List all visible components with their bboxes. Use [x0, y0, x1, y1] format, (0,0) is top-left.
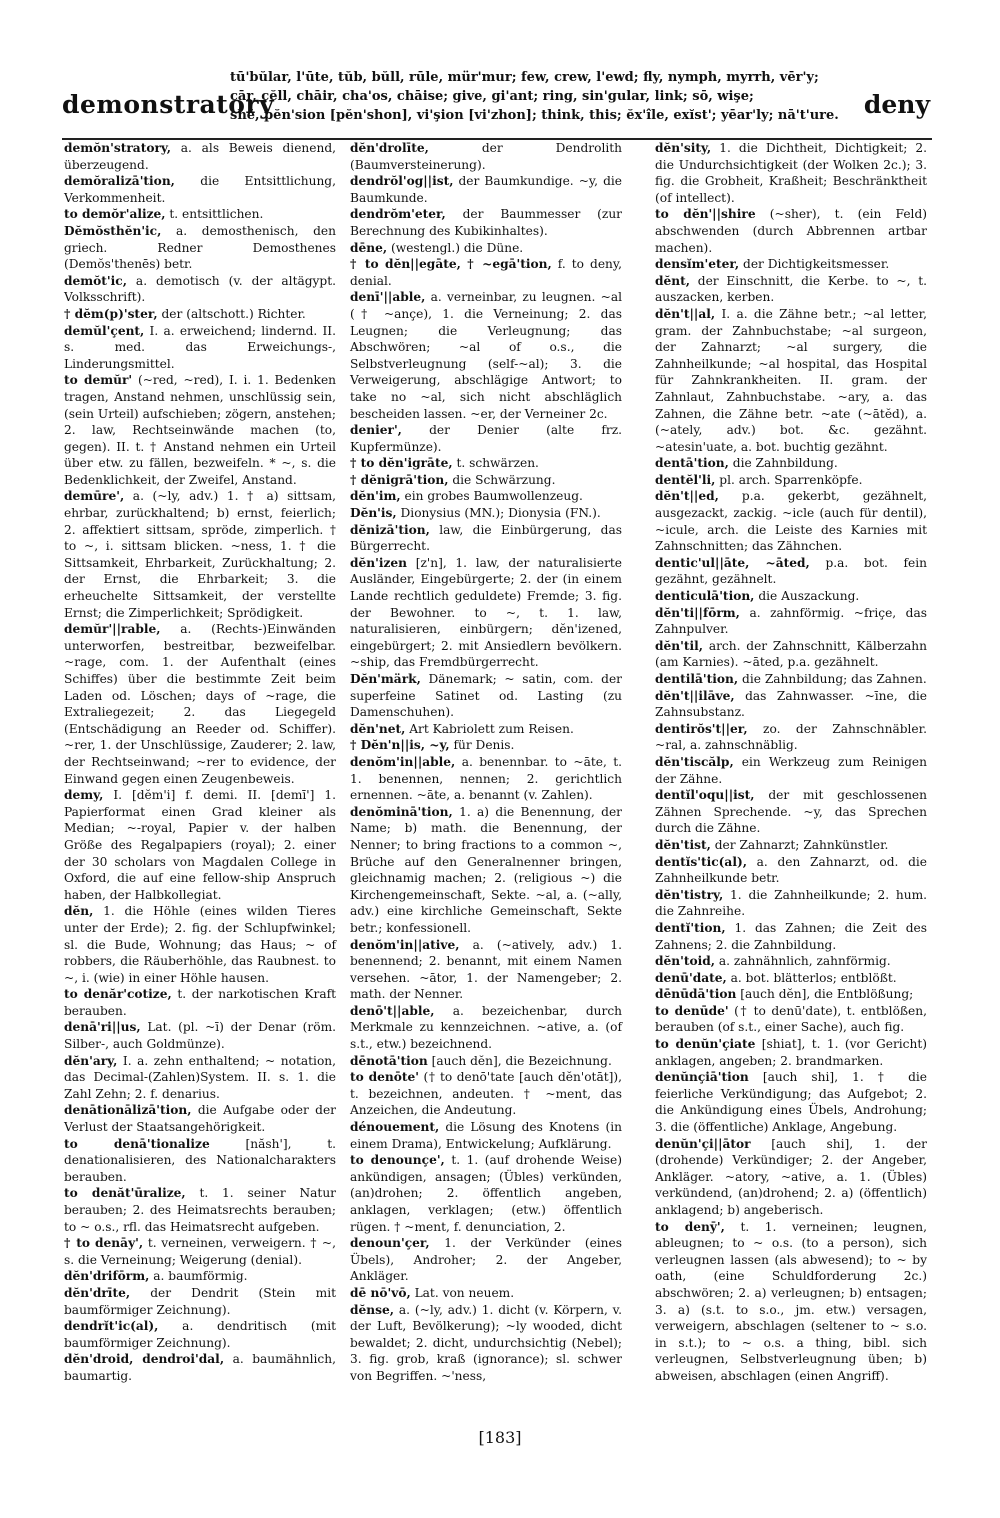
- entry-definition: die Entsittlichung, Verkommenheit.: [64, 174, 336, 205]
- dictionary-entry: [655, 1136, 927, 1219]
- entry-definition: I. a. erweichend; lindernd. II. s. med. das Erweichungs-, Linderungsmittel.: [64, 323, 336, 371]
- entry-headword: dĕnt,: [655, 273, 691, 288]
- entry-definition: 1. die Zahnheilkunde; 2. hum. die Zahnreihe.: [655, 887, 928, 919]
- entry-definition: a. (~atively, adv.) 1. benennend; 2. benannt, mit einem Namen versehen. ~ātor, 1. der Namengeber; 2. math. der Nenner.: [350, 937, 622, 1002]
- dictionary-entry: [655, 754, 927, 787]
- entry-definition: (westengl.) die Düne.: [391, 240, 524, 255]
- entry-definition: der (altschott.) Richter.: [161, 306, 306, 321]
- entry-definition: f. to deny, denial.: [350, 257, 623, 288]
- entry-definition: law, die Einbürgerung, das Bürgerrecht.: [350, 522, 623, 554]
- dictionary-entry: [350, 472, 622, 489]
- dictionary-entry: [655, 472, 927, 489]
- entry-definition: das Zahnwasser. ~īne, die Zahnsubstanz.: [655, 688, 928, 720]
- entry-headword: dĕnse,: [350, 1302, 394, 1317]
- dictionary-entry: [655, 588, 927, 605]
- dictionary-entry: [64, 1019, 336, 1052]
- entry-definition: Dänemark; ~ satin, com. der superfeine Satinet od. Lasting (zu Damenschuhen).: [350, 672, 623, 720]
- pronunciation-key: [230, 68, 839, 125]
- dictionary-entry: [350, 206, 622, 239]
- column-1: [64, 140, 336, 1385]
- entry-headword: dĕn'izen: [350, 555, 408, 570]
- entry-definition: 1. a) die Benennung, der Name; b) math. die Benennung, der Nenner; to bring fractions to a common ~, Brüche auf den Generalnenner bringen, gleichnamig machen; 2. (religious ~) die Kirchengemeinschaft, Sekte. ~al, a. (~ally, adv.) eine kirchliche Gemeinschaft, Sekte betr.; konfessionell.: [350, 804, 623, 935]
- dictionary-entry: [655, 455, 927, 472]
- dictionary-entry: [64, 323, 336, 373]
- dictionary-entry: [655, 721, 927, 754]
- entry-definition: ein grobes Baumwollenzeug.: [404, 489, 583, 504]
- entry-definition: a. bot. blätterlos; entblößt.: [730, 970, 897, 985]
- entry-headword: to denăr'cotize,: [64, 987, 172, 1002]
- dictionary-entry: [64, 140, 336, 173]
- entry-definition: der Dichtigkeitsmesser.: [743, 257, 890, 272]
- dictionary-entry: [64, 1351, 336, 1384]
- entry-definition: I. [dĕm'i] f. demi. II. [demī'] 1. Papierformat einen Grad kleiner als Median; ~-royal, Papier v. der halben Größe des Regalpapiers (royal); 2. einer der 30 scholars von Magdalen College in Oxford, die auf eine fellow-ship Anspruch haben, der Halbkollegiat.: [64, 788, 336, 902]
- dictionary-entry: [655, 920, 927, 953]
- entry-headword: to denā'tionalize: [64, 1136, 210, 1151]
- entry-definition: 1. die Dichtheit, Dichtigkeit; 2. die Undurchsichtigkeit (der Wolken 2c.); 3. fig. die Grobheit, Kraßheit; Beschränktheit (of intellect).: [655, 141, 927, 205]
- entry-definition: zo. der Zahnschnäbler. ~ral, a. zahnschnäblig.: [655, 721, 927, 753]
- entry-headword: dentĭ'tion,: [655, 920, 726, 935]
- column-3: [655, 140, 927, 1385]
- entry-headword: Dĕn'märk,: [350, 672, 421, 686]
- dictionary-entry: [655, 688, 927, 721]
- entry-headword: demy,: [64, 788, 104, 803]
- dictionary-entry: [350, 289, 622, 422]
- dictionary-entry: [655, 206, 927, 256]
- entry-definition: Art Kabriolett zum Reisen.: [409, 721, 574, 736]
- dictionary-entry: [655, 555, 927, 588]
- entry-definition: der Baumkundige. ~y, die Baumkunde.: [350, 174, 623, 205]
- entry-headword: denātionālizā'tion,: [64, 1103, 192, 1118]
- dictionary-entry: [350, 1152, 622, 1235]
- entry-definition: a. zahnähnlich, zahnförmig.: [718, 954, 891, 969]
- entry-definition: t. schwärzen.: [456, 456, 539, 471]
- dictionary-entry: [350, 522, 622, 555]
- guide-word-right: deny: [863, 90, 930, 119]
- entry-definition: a. (Rechts-)Einwänden unterworfen, bestreitbar, bezweifelbar. ~rage, com. 1. der Aufenthalt (eines Schiffes) über die bestimmte Zeit beim Laden od. Löschen; days of ~rage, die Extraliegezeit; 2. das Liegegeld (Entschädigung an Reeder od. Schiffer). ~rer, 1. der Unschlüssige, Zauderer; 2. law, der Rechtseinwand; ~rer to evidence, der Einwand gegen einen Zeugenbeweis.: [64, 622, 336, 786]
- entry-headword: dĕn'ary,: [64, 1053, 118, 1068]
- entry-headword: to denōte': [350, 1070, 419, 1085]
- entry-headword: dentirŏs't||er,: [655, 721, 748, 736]
- entry-headword: denŏm'in||able,: [350, 754, 456, 769]
- dictionary-entry: [350, 937, 622, 1003]
- entry-headword: denticulā'tion,: [655, 589, 755, 604]
- entry-definition: die Schwärzung.: [452, 472, 556, 487]
- entry-definition: (~sher), t. (ein Feld) abschwenden (durch Abbrennen artbar machen).: [655, 207, 927, 255]
- dictionary-entry: [64, 173, 336, 206]
- entry-definition: 1. das Zahnen; die Zeit des Zahnens; 2. die Zahnbildung.: [655, 920, 928, 952]
- entry-definition: t. 1. verneinen; leugnen, ableugnen; to ~ o.s. (to a person), sich verleugnen lassen (als abwesend); to ~ by oath, (eine Schuldforderung 2c.) abschwören; 2. a) verleugnen; b) entsagen; 3. a) (s.t. to s.o., jm. etw.) versagen, verweigern, abschlagen (seltener to ~ s.o. in s.t.); to ~ o.s. a thing, bibl. sich verleugnen, Selbstverleugnung üben; b) abweisen, abschlagen (einen Angriff).: [655, 1219, 927, 1383]
- entry-headword: to denăt'ūralize,: [64, 1186, 186, 1201]
- entry-definition: der Dendrit (Stein mit baumförmiger Zeichnung).: [64, 1285, 336, 1317]
- entry-definition: Lat. (pl. ~ī) der Denar (röm. Silber-, auch Goldmünze).: [64, 1020, 337, 1052]
- key-line: cār, çĕll, chāir, cha'os, chāise; give, gi'ant; ring, sin'gular, link; sō, wişe;: [230, 89, 754, 104]
- dictionary-entry: [64, 1268, 336, 1285]
- entry-definition: Lat. von neuem.: [414, 1285, 515, 1300]
- entry-definition: a. benennbar. to ~āte, t. 1. benennen, nennen; 2. gerichtlich ernennen. ~āte, a. benannt (v. Zahlen).: [350, 754, 623, 803]
- entry-definition: t. verneinen, verweigern. † ~, s. die Verneinung; Weigerung (denial).: [64, 1236, 336, 1267]
- column-2: [350, 140, 622, 1385]
- entry-definition: a. baumförmig.: [153, 1269, 248, 1284]
- dictionary-entry: [350, 173, 622, 206]
- entry-headword: dēnotā'tion: [350, 1053, 428, 1068]
- entry-definition: die Aufgabe oder der Verlust der Staatsangehörigkeit.: [64, 1103, 337, 1135]
- dictionary-entry: [64, 903, 336, 986]
- dictionary-entry: [350, 1069, 622, 1119]
- entry-definition: für Denis.: [453, 738, 515, 753]
- entry-headword: denoun'çer,: [350, 1236, 430, 1251]
- entry-headword: † dĕnigrā'tion,: [350, 472, 449, 487]
- entry-headword: dendrĭt'ic(al),: [64, 1319, 159, 1334]
- entry-headword: dĕn'im,: [350, 489, 401, 504]
- entry-headword: denŭnçiā'tion: [655, 1070, 749, 1085]
- entry-definition: a. demotisch (v. der altägypt. Volksschrift).: [64, 273, 336, 305]
- entry-headword: demŏt'ic,: [64, 273, 127, 288]
- entry-definition: I. a. die Zähne betr.; ~al letter, gram. der Zahnbuchstabe; ~al surgeon, der Zahnarzt; ~al surgery, die Zahnheilkunde; ~al hospital, das Hospital für Zahnkrankheiten. II. gram. der Zahnlaut, Zahnbuchstabe. ~ary, a. das Zahnen, die Zähne betr. ~ate (~ātĕd), a. (~ately, adv.) bot. &c. gezähnt. ~atesin'uate, a. bot. buchtig gezähnt.: [655, 306, 927, 454]
- entry-headword: † Dĕn'n||is, ~y,: [350, 738, 450, 753]
- entry-headword: dēne,: [350, 240, 388, 255]
- dictionary-entry: [64, 621, 336, 787]
- entry-definition: [năsh'], t. denationalisieren, des Nationalcharakters berauben.: [64, 1136, 336, 1184]
- entry-headword: denō't||able,: [350, 1003, 435, 1018]
- dictionary-entry: [64, 1235, 336, 1268]
- entry-headword: dĕn'tistry,: [655, 887, 724, 902]
- dictionary-entry: [64, 306, 336, 323]
- entry-headword: dĕn'tiscălp,: [655, 754, 734, 769]
- entry-headword: dĕn'sity,: [655, 141, 712, 155]
- entry-headword: dentĭl'oqu||ist,: [655, 788, 755, 803]
- entry-definition: 1. die Höhle (eines wilden Tieres unter der Erde); 2. fig. der Schlupfwinkel; sl. die Bude, Wohnung; das Haus; ~ of robbers, die Räuberhöhle, das Raubnest. to ~, i. (wie) in einer Höhle hausen.: [64, 904, 336, 985]
- entry-definition: der Zahnarzt; Zahnkünstler.: [714, 837, 889, 852]
- dictionary-entry: [655, 970, 927, 987]
- entry-definition: die Auszackung.: [758, 589, 860, 604]
- entry-headword: Dĕn'is,: [350, 506, 397, 521]
- entry-headword: dĕn'ti||fōrm,: [655, 605, 740, 620]
- entry-definition: der Denier (alte frz. Kupfermünze).: [350, 423, 622, 454]
- entry-headword: demŏralizā'tion,: [64, 174, 175, 189]
- entry-definition: ein Werkzeug zum Reinigen der Zähne.: [655, 754, 927, 786]
- entry-definition: a. demosthenisch, den griech. Redner Demosthenes (Demŏs'thenēs) betr.: [64, 223, 336, 272]
- entry-headword: dendrŏl'og||ist,: [350, 174, 454, 189]
- entry-definition: p.a. gekerbt, gezähnelt, ausgezackt, zackig. ~icle (auch für dentil), ~icule, arch. die Leiste des Karnies mit Zahnschnitten; das Zähnchen.: [655, 489, 927, 554]
- entry-headword: † to dĕn'igrāte,: [350, 456, 453, 471]
- entry-definition: der mit geschlossenen Zähnen Sprechende. ~y, das Sprechen durch die Zähne.: [655, 788, 927, 836]
- dictionary-entry: [655, 837, 927, 854]
- dictionary-entry: [655, 638, 927, 671]
- entry-definition: t. 1. seiner Natur berauben; 2. des Heimatsrechts berauben; to ~ o.s., rfl. das Heimatsrecht aufgeben.: [64, 1186, 336, 1234]
- dictionary-entry: [64, 1102, 336, 1135]
- dictionary-entry: [350, 721, 622, 738]
- entry-headword: denī'||able,: [350, 290, 426, 305]
- entry-definition: die Zahnbildung; das Zahnen.: [742, 672, 927, 686]
- entry-definition: a. verneinbar, zu leugnen. ~al († ~ançe), 1. die Verneinung; 2. das Leugnen; die Verleugnung; das Abschwören; ~al of o.s., die Selbstverleugnung (self-~al); 3. die Verweigerung, abschlägige Antwort; to take no ~al, sich nicht abschläglich bescheiden lassen. ~er, der Verneiner 2c.: [350, 290, 622, 421]
- entry-definition: [auch shi], 1. der (drohende) Verkündiger; 2. der Angeber, Ankläger. ~atory, ~ative, a. 1. (Übles) verkündend, (an)drohend; 2. a) (öffentlich) anklagend; b) angeberisch.: [655, 1136, 927, 1217]
- entry-headword: dentic'ul||āte, ~āted,: [655, 555, 810, 570]
- entry-definition: († to denū'date), t. entblößen, berauben (of s.t., einer Sache), auch fig.: [655, 1003, 927, 1035]
- dictionary-entry: [64, 488, 336, 621]
- dictionary-entry: [350, 1302, 622, 1385]
- entry-definition: pl. arch. Sparrenköpfe.: [719, 472, 863, 487]
- entry-definition: a. zahnförmig. ~friçe, das Zahnpulver.: [655, 605, 927, 637]
- dictionary-entry: [655, 854, 927, 887]
- entry-headword: dē nō'vō,: [350, 1285, 411, 1300]
- entry-headword: † to denāy',: [64, 1236, 144, 1251]
- entry-definition: [z'n], 1. law, der naturalisierte Ausländer, Eingebürgerte; 2. der (in einem Lande rechtlich geduldete) Fremde; 3. fig. der Bewohner. to ~, t. 1. law, naturalisieren, einbürgern; dĕn'izened, eingebürgert; 2. mit Ansiedlern bevölkern. ~ship, das Fremdbürgerrecht.: [350, 555, 623, 670]
- entry-headword: denŏm'in||ative,: [350, 937, 460, 952]
- entry-definition: a. als Beweis dienend, überzeugend.: [64, 141, 336, 172]
- dictionary-entry: [64, 206, 336, 223]
- entry-definition: I. a. zehn enthaltend; ~ notation, das Decimal-(Zahlen)System. II. s. 1. die Zahl Zehn; 2. f. denarius.: [64, 1053, 337, 1101]
- entry-definition: Dionysius (MN.); Dionysia (FN.).: [400, 506, 601, 521]
- entry-definition: p.a. bot. fein gezähnt, gezähnelt.: [655, 555, 927, 587]
- dictionary-entry: [64, 223, 336, 273]
- entry-headword: dĕn'drīte,: [64, 1285, 131, 1300]
- entry-definition: t. entsittlichen.: [169, 207, 264, 222]
- dictionary-entry: [350, 505, 622, 522]
- entry-definition: [auch dĕn], die Bezeichnung.: [431, 1053, 612, 1068]
- entry-definition: 1. der Verkünder (eines Übels), Androher; 2. der Angeber, Ankläger.: [350, 1236, 623, 1284]
- dictionary-entry: [64, 1185, 336, 1235]
- entry-headword: demŭl'çent,: [64, 323, 145, 338]
- page-header: [0, 0, 1000, 140]
- entry-headword: † to dĕn||egāte, † ~egā'tion,: [350, 257, 552, 272]
- entry-headword: dĕn'droid, dendroi'dal,: [64, 1352, 225, 1367]
- entry-definition: der Dendrolith (Baumversteinerung).: [350, 141, 623, 172]
- dictionary-entry: [64, 986, 336, 1019]
- entry-headword: to demŏr'alize,: [64, 207, 166, 222]
- dictionary-entry: [350, 240, 622, 257]
- page-number: [183]: [478, 1428, 522, 1447]
- entry-headword: dĕn't||ilāve,: [655, 688, 735, 703]
- entry-definition: die Zahnbildung.: [732, 456, 838, 471]
- dictionary-entry: [655, 1003, 927, 1036]
- dictionary-entry: [655, 256, 927, 273]
- entry-headword: Dĕmŏsthĕn'ic,: [64, 223, 162, 238]
- entry-headword: to denȳ',: [655, 1219, 725, 1234]
- entry-headword: dĕn'tist,: [655, 837, 711, 852]
- entry-headword: dĕn,: [64, 904, 94, 919]
- entry-definition: die Lösung des Knotens (in einem Drama), Entwickelung; Aufklärung.: [350, 1120, 623, 1151]
- dictionary-entry: [64, 1285, 336, 1318]
- dictionary-entry: [350, 754, 622, 804]
- entry-definition: [auch shi], 1. † die feierliche Verkündigung; das Aufgebot; 2. die Ankündigung eines Übels, Androhung; 3. die (öffentliche) Anklage, Angebung.: [655, 1070, 927, 1135]
- key-line: shē, pĕn'sion [pĕn'shon], vi'şion [vi'zhon]; think, this; ĕx'île, exĭst'; yēar'ly; nā't'ure.: [230, 108, 839, 123]
- dictionary-entry: [64, 1136, 336, 1186]
- entry-headword: dentĭs'tic(al),: [655, 854, 747, 869]
- entry-definition: arch. der Zahnschnitt, Kälberzahn (am Karnies). ~āted, p.a. gezähnelt.: [655, 638, 927, 670]
- entry-definition: (~red, ~red), I. i. 1. Bedenken tragen, Anstand nehmen, unschlüssig sein, (sein Urteil) aufschieben; zögern, anstehen; 2. law, Rechtseinwände machen (to, gegen). II. t. † Anstand nehmen ein Urteil über etw. zu fällen, bezweifeln. * ~, s. die Bedenklichkeit, der Zweifel, Anstand.: [64, 373, 337, 487]
- dictionary-entry: [350, 256, 622, 289]
- dictionary-entry: [350, 555, 622, 671]
- dictionary-entry: [64, 273, 336, 306]
- dictionary-entry: [350, 1235, 622, 1285]
- dictionary-entry: [64, 1318, 336, 1351]
- entry-headword: dĕn't||ed,: [655, 489, 719, 504]
- entry-headword: dentilā'tion,: [655, 672, 739, 686]
- dictionary-entry: [655, 986, 927, 1003]
- entry-headword: demūre',: [64, 489, 125, 504]
- dictionary-entry: [655, 887, 927, 920]
- entry-definition: t. 1. (auf drohende Weise) ankündigen, ansagen; (Übles) verkünden, (an)drohen; 2. öffentlich angeben, anklagen, verklagen; (etw.) öffentlich rügen. † ~ment, f. denunciation, 2.: [350, 1153, 622, 1234]
- dictionary-entry: [64, 1053, 336, 1103]
- dictionary-entry: [655, 306, 927, 455]
- entry-headword: to demŭr': [64, 373, 133, 388]
- dictionary-entry: [655, 1069, 927, 1135]
- dictionary-entry: [655, 953, 927, 970]
- dictionary-entry: [655, 1036, 927, 1069]
- entry-headword: dĕn'toid,: [655, 954, 716, 969]
- entry-headword: to denŭn'çiate: [655, 1037, 756, 1052]
- entry-headword: dénouement,: [350, 1120, 440, 1135]
- entry-headword: dĕn't||al,: [655, 306, 716, 321]
- entry-headword: dendrŏm'eter,: [350, 207, 446, 222]
- dictionary-entry: [64, 372, 336, 488]
- dictionary-entry: [655, 273, 927, 306]
- entry-headword: dĕn'drifōrm,: [64, 1269, 150, 1284]
- dictionary-entry: [350, 455, 622, 472]
- entry-headword: demŏn'stratory,: [64, 141, 172, 155]
- dictionary-entry: [350, 488, 622, 505]
- dictionary-entry: [350, 804, 622, 937]
- entry-definition: der Baummesser (zur Berechnung des Kubikinhaltes).: [350, 207, 622, 238]
- entry-definition: der Einschnitt, die Kerbe. to ~, t. auszacken, kerben.: [655, 273, 927, 305]
- dictionary-entry: [350, 140, 622, 173]
- guide-word-left: demonstratory: [62, 90, 275, 119]
- entry-definition: a. den Zahnarzt, od. die Zahnheilkunde betr.: [655, 854, 927, 886]
- entry-definition: a. baumähnlich, baumartig.: [64, 1352, 336, 1383]
- entry-headword: denŏminā'tion,: [350, 804, 453, 819]
- dictionary-entry: [655, 140, 927, 206]
- entry-definition: a. (~ly, adv.) 1. † a) sittsam, ehrbar, zurückhaltend; b) ernst, feierlich; 2. affektiert sittsam, spröde, zimperlich. † to ~, i. sittsam blicken. ~ness, 1. † die Sittsamkeit, Ehrbarkeit, Zurückhaltung; 2. der Ernst, die Ehrbarkeit; 3. die erheuchelte Sittsamkeit, der verstellte Ernst; die Zimperlichkeit; Sprödigkeit.: [64, 489, 337, 620]
- entry-headword: dĕn'net,: [350, 721, 406, 736]
- entry-definition: a. (~ly, adv.) 1. dicht (v. Körpern, v. der Luft, Bevölkerung); ~ly wooded, dicht bewaldet; 2. dicht, undurchsichtig (Nebel); 3. fig. grob, kraß (ignorance); sl. schwer von Begriffen. ~'ness,: [350, 1302, 622, 1383]
- entry-headword: to dĕn'||shire: [655, 207, 756, 222]
- entry-headword: dentĕl'li,: [655, 472, 716, 487]
- entry-definition: t. der narkotischen Kraft berauben.: [64, 987, 336, 1018]
- entry-headword: densĭm'eter,: [655, 257, 740, 272]
- entry-headword: dĕn'drolīte,: [350, 141, 429, 155]
- entry-headword: to denounçe',: [350, 1153, 445, 1168]
- dictionary-entry: [64, 787, 336, 903]
- entry-headword: denū'date,: [655, 970, 727, 985]
- key-line: tū'bŭlar, l'ūte, tŭb, bŭll, rūle, mür'mur; few, crew, l'ewd; fly, nymph, myrrh, vēr'y;: [230, 70, 819, 85]
- entry-definition: [shiat], t. 1. (vor Gericht) anklagen, angeben; 2. brandmarken.: [655, 1037, 928, 1068]
- entry-headword: denier',: [350, 423, 402, 438]
- entry-headword: to denūde': [655, 1003, 729, 1018]
- dictionary-entry: [350, 1285, 622, 1302]
- entry-headword: dĕn'til,: [655, 638, 704, 653]
- dictionary-entry: [350, 737, 622, 754]
- dictionary-entry: [655, 671, 927, 688]
- entry-definition: a. dendritisch (mit baumförmiger Zeichnung).: [64, 1319, 336, 1350]
- entry-headword: dēnūdā'tion: [655, 987, 737, 1002]
- entry-definition: [auch dĕn], die Entblößung;: [740, 987, 914, 1002]
- entry-headword: demŭr'||rable,: [64, 622, 161, 637]
- entry-definition: a. bezeichenbar, durch Merkmale zu kennzeichnen. ~ative, a. (of s.t., etw.) bezeichnend.: [350, 1003, 623, 1052]
- entry-headword: dentā'tion,: [655, 456, 729, 471]
- dictionary-entry: [350, 1003, 622, 1053]
- entry-headword: dĕnizā'tion,: [350, 522, 430, 537]
- dictionary-entry: [655, 605, 927, 638]
- dictionary-entry: [655, 488, 927, 554]
- dictionary-entry: [350, 1053, 622, 1070]
- entry-headword: denā'ri||us,: [64, 1020, 141, 1035]
- dictionary-entry: [655, 787, 927, 837]
- entry-headword: denŭn'çi||ātor: [655, 1136, 751, 1151]
- dictionary-entry: [350, 1119, 622, 1152]
- dictionary-entry: [350, 422, 622, 455]
- entry-headword: † dĕm(p)'ster,: [64, 306, 158, 321]
- dictionary-entry: [350, 671, 622, 721]
- entry-definition: († to denō'tate [auch dĕn'otāt]), t. bezeichnen, andeuten. † ~ment, das Anzeichen, die Andeutung.: [350, 1070, 623, 1118]
- dictionary-entry: [655, 1219, 927, 1385]
